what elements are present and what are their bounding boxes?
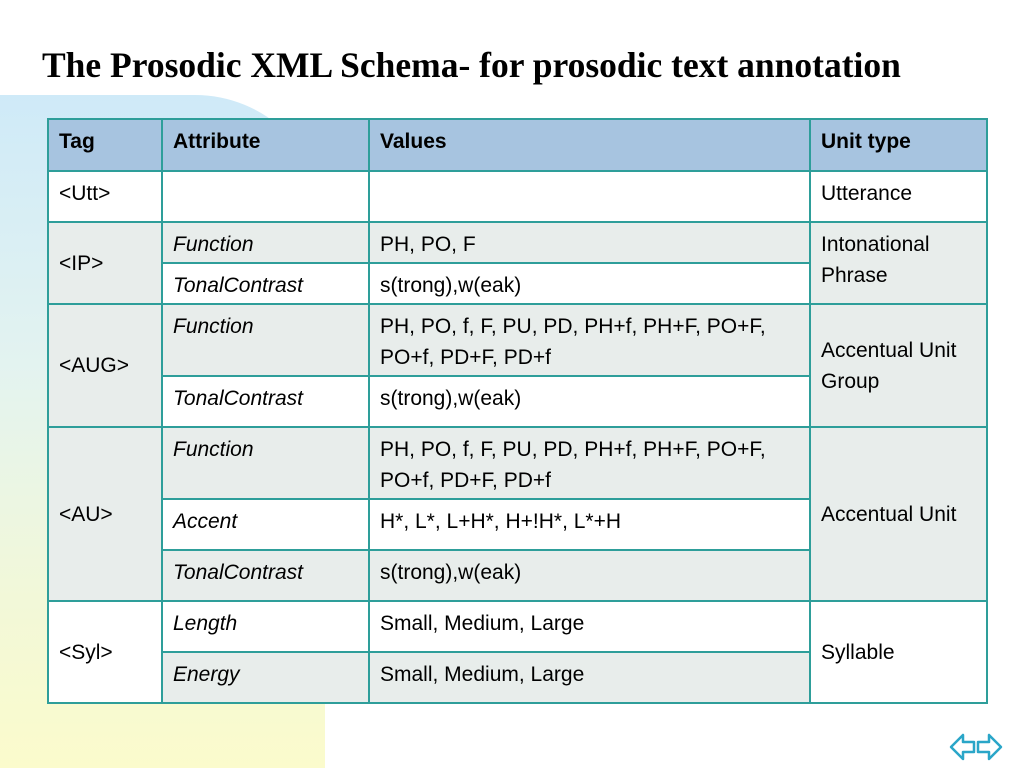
table-row (48, 427, 987, 499)
tag-cell: <IP> (48, 222, 162, 304)
unit-type-cell: Intonational Phrase (810, 222, 987, 304)
table-row (48, 304, 987, 376)
unit-type-cell: Accentual Unit Group (810, 304, 987, 427)
attribute-cell: Energy (162, 652, 369, 703)
table-row (48, 222, 987, 263)
schema-table (47, 118, 988, 704)
values-cell (369, 171, 810, 222)
hollow-left-arrow-icon[interactable] (951, 735, 974, 759)
attribute-cell: TonalContrast (162, 550, 369, 601)
attribute-cell: Function (162, 304, 369, 376)
attribute-cell: TonalContrast (162, 263, 369, 304)
navigation-arrows (949, 730, 1003, 764)
attribute-cell: Length (162, 601, 369, 652)
tag-cell: <Utt> (48, 171, 162, 222)
unit-type-cell: Accentual Unit (810, 427, 987, 601)
unit-type-cell: Syllable (810, 601, 987, 703)
attribute-cell: Accent (162, 499, 369, 550)
values-cell: H*, L*, L+H*, H+!H*, L*+H (369, 499, 810, 550)
tag-cell: <Syl> (48, 601, 162, 703)
table-row (48, 601, 987, 652)
attribute-cell: TonalContrast (162, 376, 369, 427)
header-attribute: Attribute (162, 119, 369, 171)
header-unit-type: Unit type (810, 119, 987, 171)
attribute-cell (162, 171, 369, 222)
header-tag: Tag (48, 119, 162, 171)
slide-navigation (949, 730, 1003, 764)
table-header-row (48, 119, 987, 171)
values-cell: Small, Medium, Large (369, 601, 810, 652)
tag-cell: <AUG> (48, 304, 162, 427)
values-cell: s(trong),w(eak) (369, 376, 810, 427)
values-cell: s(trong),w(eak) (369, 263, 810, 304)
values-cell: s(trong),w(eak) (369, 550, 810, 601)
tag-cell: <AU> (48, 427, 162, 601)
values-cell: Small, Medium, Large (369, 652, 810, 703)
values-cell: PH, PO, F (369, 222, 810, 263)
header-values: Values (369, 119, 810, 171)
slide-title: The Prosodic XML Schema- for prosodic text annotation (42, 45, 901, 85)
hollow-right-arrow-icon[interactable] (978, 735, 1001, 759)
unit-type-cell: Utterance (810, 171, 987, 222)
table-row (48, 171, 987, 222)
attribute-cell: Function (162, 427, 369, 499)
attribute-cell: Function (162, 222, 369, 263)
values-cell: PH, PO, f, F, PU, PD, PH+f, PH+F, PO+F, PO+f, PD+F, PD+f (369, 427, 810, 499)
values-cell: PH, PO, f, F, PU, PD, PH+f, PH+F, PO+F, PO+f, PD+F, PD+f (369, 304, 810, 376)
